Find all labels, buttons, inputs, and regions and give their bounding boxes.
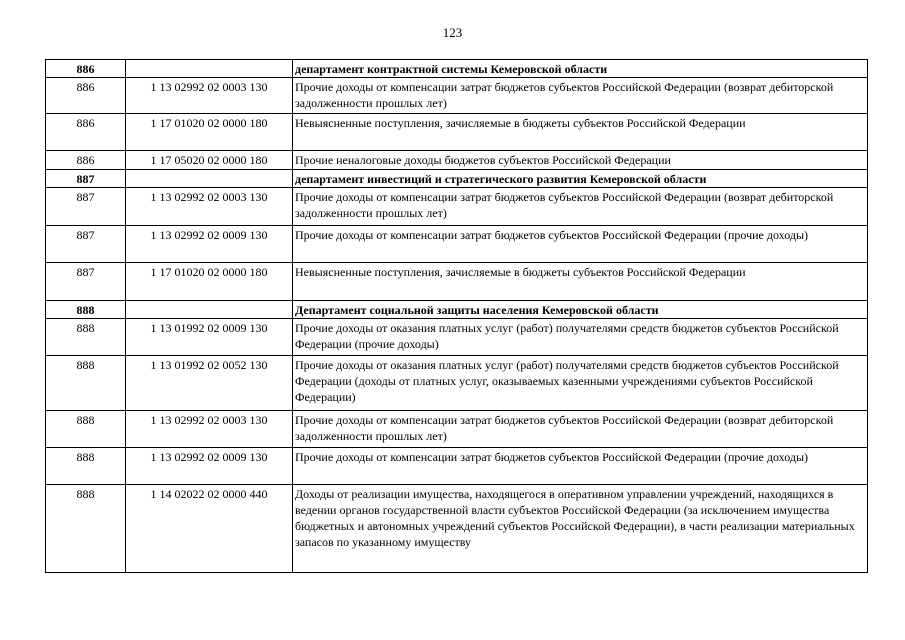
revenue-code-cell: 1 14 02022 02 0000 440	[126, 485, 293, 573]
page-number: 123	[442, 25, 463, 40]
description-cell: Прочие доходы от компенсации затрат бюджетов субъектов Российской Федерации (возврат дебиторской задолженности прошлых лет)	[293, 78, 868, 114]
description-cell: Прочие доходы от компенсации затрат бюджетов субъектов Российской Федерации (прочие доходы)	[293, 448, 868, 485]
revenue-code-cell: 1 17 05020 02 0000 180	[126, 151, 293, 170]
admin-code-cell: 888	[46, 301, 126, 319]
admin-code-cell: 888	[46, 448, 126, 485]
table-row	[46, 319, 868, 356]
description-cell: Невыясненные поступления, зачисляемые в бюджеты субъектов Российской Федерации	[293, 263, 868, 301]
revenue-code-cell: 1 17 01020 02 0000 180	[126, 114, 293, 151]
revenue-code-cell: 1 13 02992 02 0009 130	[126, 226, 293, 263]
table-row	[46, 411, 868, 448]
table-row	[46, 263, 868, 301]
revenue-code-cell: 1 13 01992 02 0009 130	[126, 319, 293, 356]
admin-code-cell: 888	[46, 319, 126, 356]
table-row	[46, 188, 868, 226]
admin-code-cell: 887	[46, 188, 126, 226]
admin-code-cell: 886	[46, 151, 126, 170]
admin-code-cell: 886	[46, 114, 126, 151]
table-row	[46, 485, 868, 573]
revenue-code-cell	[126, 301, 293, 319]
revenue-code-cell: 1 13 02992 02 0003 130	[126, 188, 293, 226]
revenue-code-cell: 1 13 01992 02 0052 130	[126, 356, 293, 411]
admin-code-cell: 887	[46, 263, 126, 301]
admin-code-cell: 887	[46, 170, 126, 188]
table-row	[46, 226, 868, 263]
admin-code-cell: 888	[46, 356, 126, 411]
table-row	[46, 151, 868, 170]
table-row	[46, 114, 868, 151]
description-cell: Прочие доходы от оказания платных услуг (работ) получателями средств бюджетов субъектов Российской Федерации (доходы от платных услуг, оказываемых казенными учреждениями субъектов Российской Федерации)	[293, 356, 868, 411]
description-cell: Прочие доходы от оказания платных услуг (работ) получателями средств бюджетов субъектов Российской Федерации (прочие доходы)	[293, 319, 868, 356]
table-row	[46, 448, 868, 485]
description-cell: Прочие неналоговые доходы бюджетов субъектов Российской Федерации	[293, 151, 868, 170]
description-cell: Доходы от реализации имущества, находящегося в оперативном управлении учреждений, находящихся в ведении органов государственной власти субъектов Российской Федерации (за исключением имущества бюджетных и автономных учреждений субъектов Российской Федерации), в части реализации материальных запасов по указанному имуществу	[293, 485, 868, 573]
revenue-codes-table	[45, 59, 868, 573]
admin-code-cell: 888	[46, 485, 126, 573]
admin-code-cell: 886	[46, 60, 126, 78]
description-cell: Прочие доходы от компенсации затрат бюджетов субъектов Российской Федерации (возврат дебиторской задолженности прошлых лет)	[293, 411, 868, 448]
revenue-code-cell: 1 17 01020 02 0000 180	[126, 263, 293, 301]
table-row	[46, 78, 868, 114]
revenue-code-cell: 1 13 02992 02 0003 130	[126, 78, 293, 114]
revenue-code-cell: 1 13 02992 02 0003 130	[126, 411, 293, 448]
department-name-cell: Департамент социальной защиты населения Кемеровской области	[293, 301, 868, 319]
department-header-row	[46, 170, 868, 188]
department-name-cell: департамент контрактной системы Кемеровской области	[293, 60, 868, 78]
department-header-row	[46, 60, 868, 78]
description-cell: Невыясненные поступления, зачисляемые в бюджеты субъектов Российской Федерации	[293, 114, 868, 151]
department-header-row	[46, 301, 868, 319]
revenue-code-cell: 1 13 02992 02 0009 130	[126, 448, 293, 485]
table-row	[46, 356, 868, 411]
revenue-code-cell	[126, 170, 293, 188]
department-name-cell: департамент инвестиций и стратегического развития Кемеровской области	[293, 170, 868, 188]
admin-code-cell: 887	[46, 226, 126, 263]
revenue-codes-table-body	[46, 60, 868, 573]
admin-code-cell: 888	[46, 411, 126, 448]
description-cell: Прочие доходы от компенсации затрат бюджетов субъектов Российской Федерации (прочие доходы)	[293, 226, 868, 263]
revenue-code-cell	[126, 60, 293, 78]
description-cell: Прочие доходы от компенсации затрат бюджетов субъектов Российской Федерации (возврат дебиторской задолженности прошлых лет)	[293, 188, 868, 226]
admin-code-cell: 886	[46, 78, 126, 114]
